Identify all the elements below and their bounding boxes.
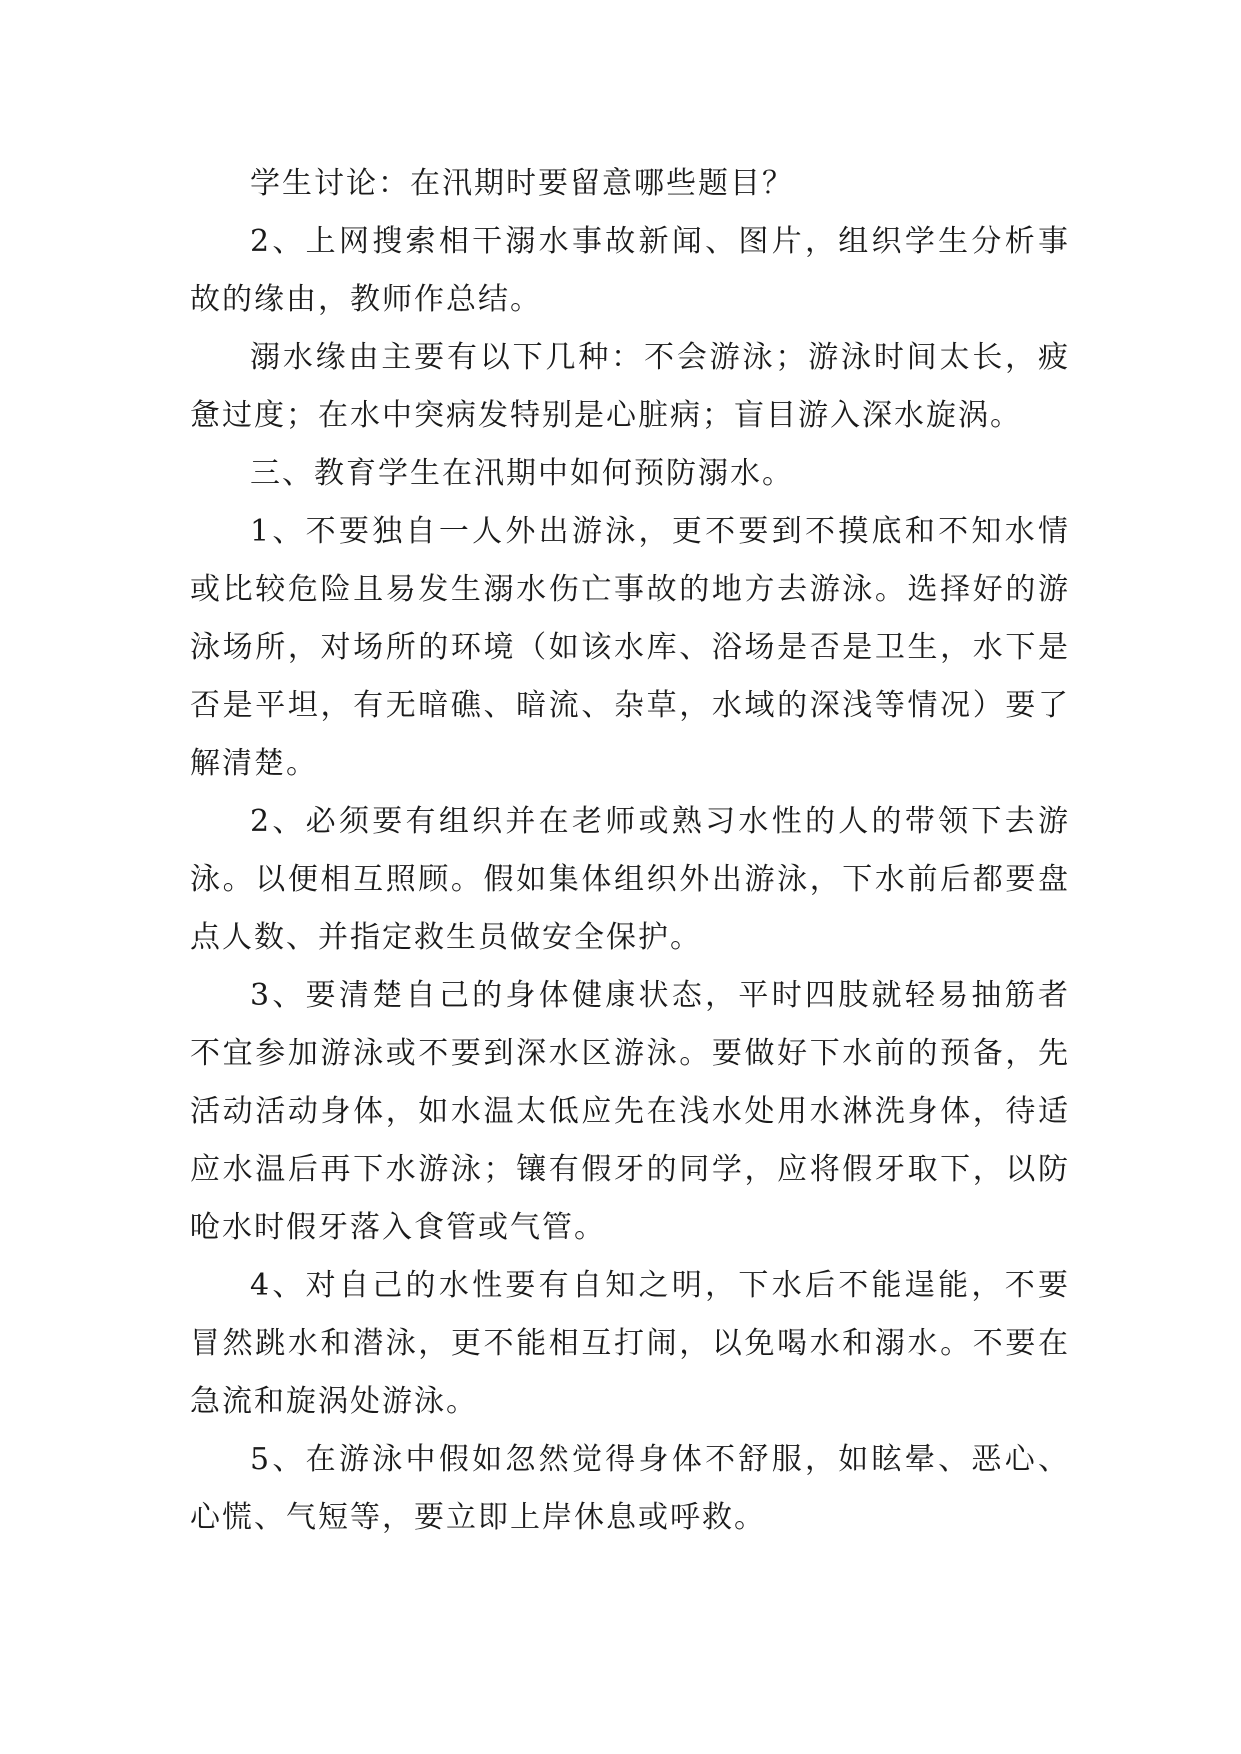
paragraph-rule-2: 2、必须要有组织并在老师或熟习水性的人的带领下去游泳。以便相互照顾。假如集体组织外出游泳，下水前后都要盘点人数、并指定救生员做安全保护。 [190, 804, 1070, 955]
paragraph-discussion: 学生讨论：在汛期时要留意哪些题目？ [250, 166, 794, 201]
document-body [190, 155, 1070, 1547]
paragraph-rule-3: 3、要清楚自己的身体健康状态，平时四肢就轻易抽筋者不宜参加游泳或不要到深水区游泳。要做好下水前的预备，先活动活动身体，如水温太低应先在浅水处用水淋洗身体，待适应水温后再下水游泳；镶有假牙的同学，应将假牙取下，以防呛水时假牙落入食管或气管。 [190, 978, 1070, 1245]
paragraph-drowning-causes: 溺水缘由主要有以下几种：不会游泳；游泳时间太长，疲惫过度；在水中突病发特别是心脏病；盲目游入深水旋涡。 [190, 340, 1070, 433]
paragraph-rule-5: 5、在游泳中假如忽然觉得身体不舒服，如眩晕、恶心、心慌、气短等，要立即上岸休息或呼救。 [190, 1442, 1070, 1535]
section-heading-prevention: 三、教育学生在汛期中如何预防溺水。 [250, 456, 794, 491]
paragraph-rule-1: 1、不要独自一人外出游泳，更不要到不摸底和不知水情或比较危险且易发生溺水伤亡事故的地方去游泳。选择好的游泳场所，对场所的环境（如该水库、浴场是否是卫生，水下是否是平坦，有无暗礁、暗流、杂草，水域的深浅等情况）要了解清楚。 [190, 514, 1070, 781]
paragraph-search-news: 2、上网搜索相干溺水事故新闻、图片，组织学生分析事故的缘由，教师作总结。 [190, 224, 1070, 317]
paragraph-rule-4: 4、对自己的水性要有自知之明，下水后不能逞能，不要冒然跳水和潜泳，更不能相互打闹，以免喝水和溺水。不要在急流和旋涡处游泳。 [190, 1268, 1070, 1419]
